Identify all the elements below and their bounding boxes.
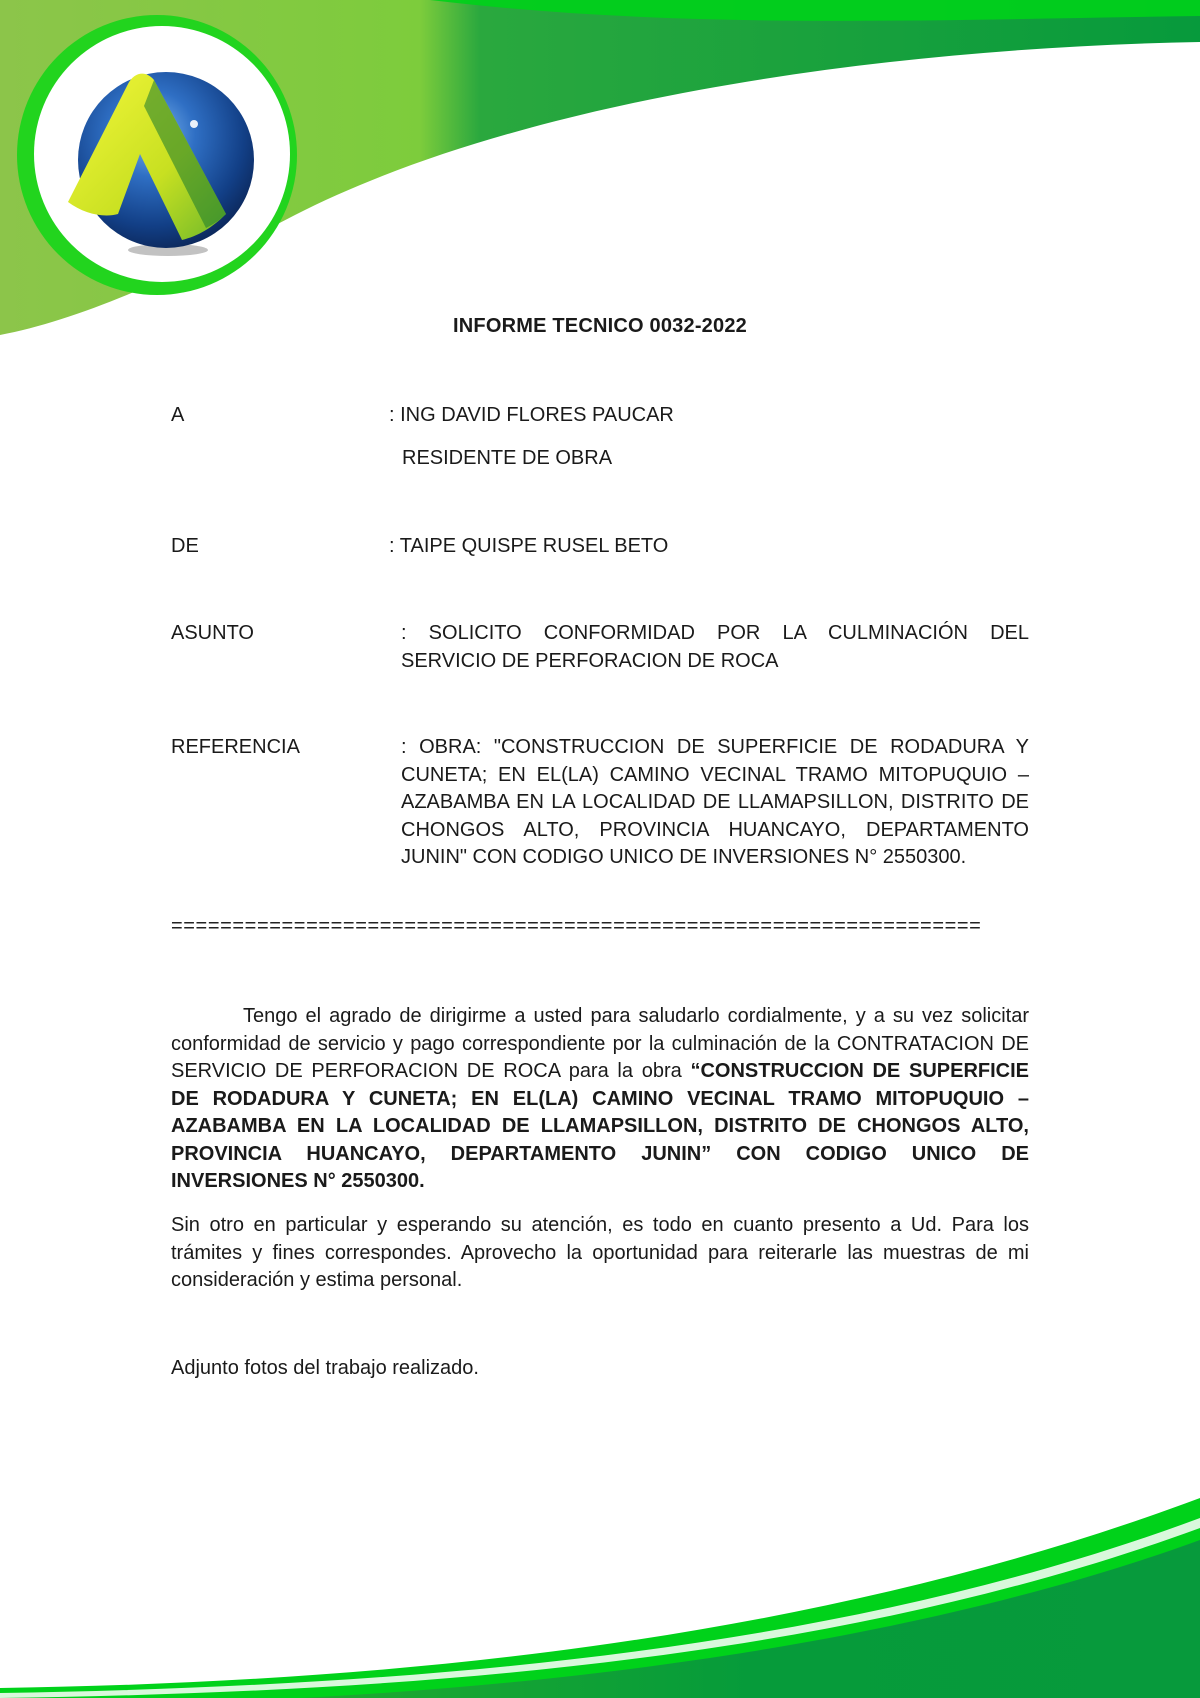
field-to-value: : ING DAVID FLORES PAUCAR [389,404,674,426]
separator-line: ================================================================== [171,915,982,937]
field-subject-label: ASUNTO [171,622,254,644]
body-paragraph-1-text: Tengo el agrado de dirigirme a usted para saludarlo cordialmente, y a su vez solicitar conformidad de servicio y pago correspondiente por la culminación de la CONTRATACION DE SERVICIO DE PERFORACION DE ROCA para la obra [171,1005,1029,1082]
body-paragraph-1 [171,1003,1029,1196]
body-paragraph-2: Sin otro en particular y esperando su atención, es todo en cuanto presento a Ud. Para los trámites y fines correspondes. Aprovecho la oportunidad para reiterarle las muestras de mi consideración y estima personal. [171,1214,1029,1291]
field-to-role: RESIDENTE DE OBRA [402,446,613,469]
field-reference-value: : OBRA: "CONSTRUCCION DE SUPERFICIE DE RODADURA Y CUNETA; EN EL(LA) CAMINO VECINAL TRAMO MITOPUQUIO – AZABAMBA EN LA LOCALIDAD DE LLAMAPSILLON, DISTRITO DE CHONGOS ALTO, PROVINCIA HUANCAYO, DEPARTAMENTO JUNIN" CON CODIGO UNICO DE INVERSIONES N° 2550300. [401,736,1029,868]
field-from-value: : TAIPE QUISPE RUSEL BETO [389,535,669,557]
field-to-label: A [171,404,185,426]
body-paragraph-3: Adjunto fotos del trabajo realizado. [171,1357,479,1379]
body-paragraph-1-project: “CONSTRUCCION DE SUPERFICIE DE RODADURA Y CUNETA; EN EL(LA) CAMINO VECINAL TRAMO MITOPUQUIO – AZABAMBA EN LA LOCALIDAD DE LLAMAPSILLON, DISTRITO DE CHONGOS ALTO, PROVINCIA HUANCAYO, DEPARTAMENTO JUNIN” CON CODIGO UNICO DE INVERSIONES N° 2550300. [171,1060,1030,1192]
field-reference-label: REFERENCIA [171,736,300,758]
field-from-label: DE [171,535,199,557]
field-subject-value: : SOLICITO CONFORMIDAD POR LA CULMINACIÓN DEL SERVICIO DE PERFORACION DE ROCA [401,622,1029,672]
document-title: INFORME TECNICO 0032-2022 [453,315,747,337]
